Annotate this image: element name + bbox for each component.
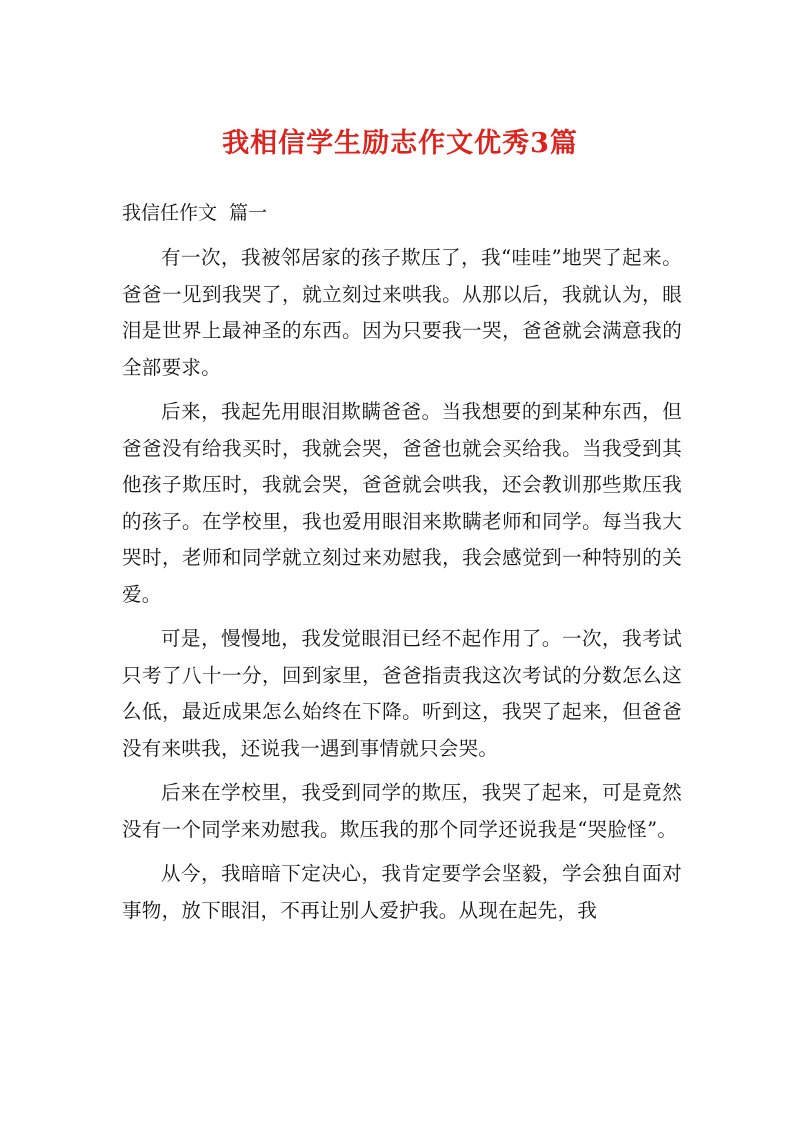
paragraph: 可是，慢慢地，我发觉眼泪已经不起作用了。一次，我考试只考了八十一分，回到家里，爸爸指责我这次考试的分数怎么这么低，最近成果怎么始终在下降。听到这，我哭了起来，但爸爸没有来哄我，还说我一遇到事情就只会哭。 [122,627,682,760]
paragraph: 从今，我暗暗下定决心，我肯定要学会坚毅，学会独自面对事物，放下眼泪，不再让别人爱护我。从现在起先，我 [122,862,682,922]
section-heading: 我信任作文 篇一 [122,202,268,224]
paragraph: 后来，我起先用眼泪欺瞒爸爸。当我想要的到某种东西，但爸爸没有给我买时，我就会哭，爸爸也就会买给我。当我受到其他孩子欺压时，我就会哭，爸爸就会哄我，还会教训那些欺压我的孩子。在学校里，我也爱用眼泪来欺瞒老师和同学。每当我大哭时，老师和同学就立刻过来劝慰我，我会感觉到一种特别的关爱。 [122,400,682,606]
paragraph: 有一次，我被邻居家的孩子欺压了，我“哇哇”地哭了起来。爸爸一见到我哭了，就立刻过来哄我。从那以后，我就认为，眼泪是世界上最神圣的东西。因为只要我一哭，爸爸就会满意我的全部要求。 [122,246,682,379]
document-title: 我相信学生励志作文优秀3篇 [222,128,578,159]
paragraph: 后来在学校里，我受到同学的欺压，我哭了起来，可是竟然没有一个同学来劝慰我。欺压我的那个同学还说我是“哭脸怪”。 [122,781,682,841]
document-body [122,240,682,937]
